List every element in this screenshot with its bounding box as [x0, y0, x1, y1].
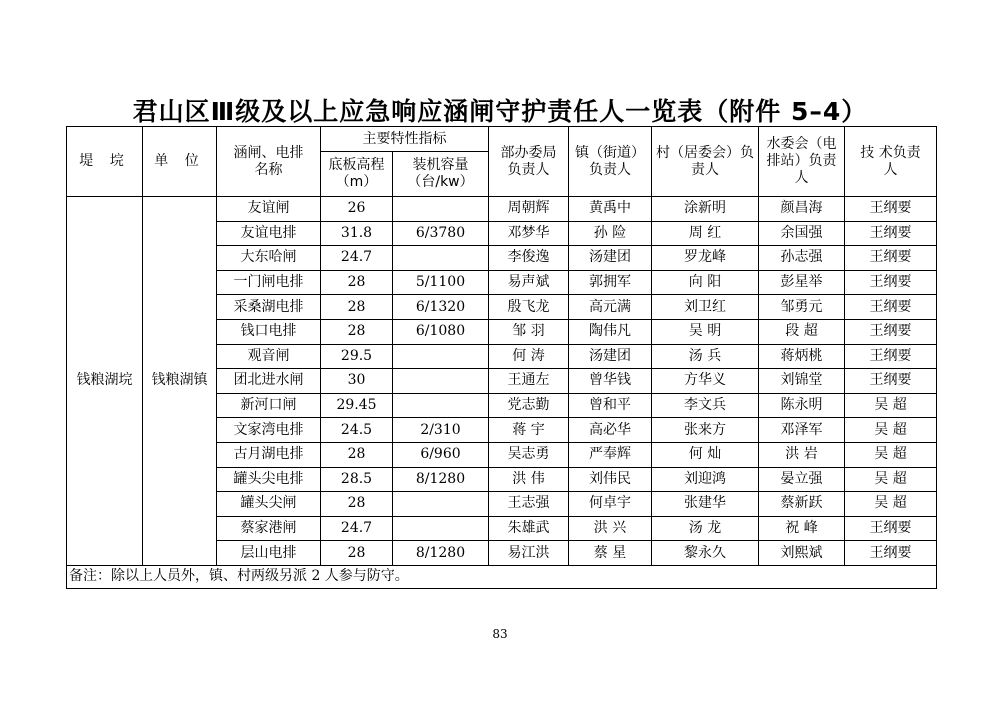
- note-row: [67, 565, 937, 588]
- cell-village-head: 黎永久: [652, 541, 759, 566]
- cell-floor-elevation: 28: [321, 442, 393, 467]
- cell-floor-elevation: 28: [321, 541, 393, 566]
- cell-floor-elevation: 28: [321, 492, 393, 517]
- cell-technical-head: 吴 超: [845, 393, 937, 418]
- cell-sluice-name: 新河口闸: [217, 393, 321, 418]
- cell-technical-head: 吴 超: [845, 492, 937, 517]
- header-floor-elevation: 底板高程（m）: [321, 152, 393, 197]
- cell-department-head: 邓梦华: [489, 221, 569, 246]
- cell-installed-capacity: 8/1280: [393, 541, 489, 566]
- cell-technical-head: 王纲要: [845, 221, 937, 246]
- cell-technical-head: 吴 超: [845, 418, 937, 443]
- cell-floor-elevation: 30: [321, 369, 393, 394]
- cell-technical-head: 王纲要: [845, 197, 937, 222]
- cell-technical-head: 王纲要: [845, 270, 937, 295]
- header-technical-head: 技 术负责人: [845, 127, 937, 197]
- cell-village-head: 向 阳: [652, 270, 759, 295]
- cell-technical-head: 王纲要: [845, 246, 937, 271]
- cell-installed-capacity: [393, 516, 489, 541]
- cell-village-head: 刘迎鸿: [652, 467, 759, 492]
- cell-water-committee-head: 彭星举: [759, 270, 845, 295]
- header-unit: 单 位: [143, 127, 217, 197]
- cell-department-head: 王通左: [489, 369, 569, 394]
- cell-village-head: 张来方: [652, 418, 759, 443]
- cell-floor-elevation: 24.5: [321, 418, 393, 443]
- cell-installed-capacity: 6/3780: [393, 221, 489, 246]
- cell-town-head: 蔡 星: [569, 541, 652, 566]
- cell-water-committee-head: 蒋炳桃: [759, 344, 845, 369]
- cell-department-head: 蒋 宇: [489, 418, 569, 443]
- cell-technical-head: 王纲要: [845, 344, 937, 369]
- cell-technical-head: 王纲要: [845, 541, 937, 566]
- cell-department-head: 吴志勇: [489, 442, 569, 467]
- cell-installed-capacity: 2/310: [393, 418, 489, 443]
- cell-installed-capacity: [393, 492, 489, 517]
- cell-water-committee-head: 洪 岩: [759, 442, 845, 467]
- cell-technical-head: 王纲要: [845, 295, 937, 320]
- cell-village-head: 李文兵: [652, 393, 759, 418]
- cell-village-head: 罗龙峰: [652, 246, 759, 271]
- cell-sluice-name: 团北进水闸: [217, 369, 321, 394]
- cell-sluice-name: 观音闸: [217, 344, 321, 369]
- table-row: [67, 197, 937, 222]
- cell-installed-capacity: [393, 393, 489, 418]
- cell-town-head: 曾华钱: [569, 369, 652, 394]
- cell-town-head: 高元满: [569, 295, 652, 320]
- cell-sluice-name: 罐头尖电排: [217, 467, 321, 492]
- header-town-head: 镇（街道）负责人: [569, 127, 652, 197]
- cell-town-head: 孙 险: [569, 221, 652, 246]
- cell-town-head: 何卓宇: [569, 492, 652, 517]
- cell-technical-head: 王纲要: [845, 319, 937, 344]
- cell-village-head: 刘卫红: [652, 295, 759, 320]
- header-sluice-name: 涵闸、电排名称: [217, 127, 321, 197]
- cell-town-head: 刘伟民: [569, 467, 652, 492]
- header-embankment: 堤 垸: [67, 127, 143, 197]
- cell-town-head: 曾和平: [569, 393, 652, 418]
- cell-water-committee-head: 刘锦堂: [759, 369, 845, 394]
- cell-sluice-name: 友谊闸: [217, 197, 321, 222]
- cell-floor-elevation: 26: [321, 197, 393, 222]
- cell-department-head: 周朝辉: [489, 197, 569, 222]
- cell-water-committee-head: 邓泽军: [759, 418, 845, 443]
- cell-installed-capacity: [393, 369, 489, 394]
- cell-sluice-name: 钱口电排: [217, 319, 321, 344]
- cell-water-committee-head: 邹勇元: [759, 295, 845, 320]
- responsibility-table: [66, 126, 937, 589]
- cell-floor-elevation: 28: [321, 295, 393, 320]
- cell-embankment: 钱粮湖垸: [67, 197, 143, 566]
- cell-village-head: 汤 兵: [652, 344, 759, 369]
- cell-technical-head: 吴 超: [845, 467, 937, 492]
- cell-sluice-name: 文家湾电排: [217, 418, 321, 443]
- cell-town-head: 洪 兴: [569, 516, 652, 541]
- header-department-head: 部办委局负责人: [489, 127, 569, 197]
- cell-sluice-name: 采桑湖电排: [217, 295, 321, 320]
- cell-water-committee-head: 祝 峰: [759, 516, 845, 541]
- cell-department-head: 王志强: [489, 492, 569, 517]
- cell-technical-head: 王纲要: [845, 516, 937, 541]
- cell-floor-elevation: 28: [321, 270, 393, 295]
- cell-water-committee-head: 段 超: [759, 319, 845, 344]
- cell-floor-elevation: 29.45: [321, 393, 393, 418]
- cell-water-committee-head: 余国强: [759, 221, 845, 246]
- header-village-head: 村（居委会）负责人: [652, 127, 759, 197]
- cell-installed-capacity: [393, 246, 489, 271]
- cell-town-head: 严奉辉: [569, 442, 652, 467]
- page-number: 83: [492, 627, 508, 641]
- cell-village-head: 何 灿: [652, 442, 759, 467]
- cell-village-head: 吴 明: [652, 319, 759, 344]
- page-title: 君山区Ⅲ级及以上应急响应涵闸守护责任人一览表（附件 5–4）: [132, 97, 868, 126]
- cell-installed-capacity: 5/1100: [393, 270, 489, 295]
- cell-village-head: 张建华: [652, 492, 759, 517]
- cell-department-head: 何 涛: [489, 344, 569, 369]
- cell-installed-capacity: 6/960: [393, 442, 489, 467]
- cell-sluice-name: 层山电排: [217, 541, 321, 566]
- cell-floor-elevation: 29.5: [321, 344, 393, 369]
- cell-sluice-name: 大东哈闸: [217, 246, 321, 271]
- cell-sluice-name: 古月湖电排: [217, 442, 321, 467]
- cell-department-head: 党志勤: [489, 393, 569, 418]
- cell-village-head: 方华义: [652, 369, 759, 394]
- cell-sluice-name: 友谊电排: [217, 221, 321, 246]
- cell-department-head: 易声斌: [489, 270, 569, 295]
- note-text: 备注：除以上人员外，镇、村两级另派 2 人参与防守。: [67, 565, 937, 588]
- cell-sluice-name: 蔡家港闸: [217, 516, 321, 541]
- cell-department-head: 朱雄武: [489, 516, 569, 541]
- cell-town-head: 郭拥军: [569, 270, 652, 295]
- cell-village-head: 涂新明: [652, 197, 759, 222]
- cell-water-committee-head: 陈永明: [759, 393, 845, 418]
- cell-town-head: 汤建团: [569, 344, 652, 369]
- cell-water-committee-head: 刘熙斌: [759, 541, 845, 566]
- cell-department-head: 李俊逸: [489, 246, 569, 271]
- cell-town-head: 汤建团: [569, 246, 652, 271]
- cell-water-committee-head: 蔡新跃: [759, 492, 845, 517]
- cell-department-head: 邹 羽: [489, 319, 569, 344]
- cell-installed-capacity: 6/1080: [393, 319, 489, 344]
- cell-village-head: 周 红: [652, 221, 759, 246]
- header-installed-capacity: 装机容量（台/kw）: [393, 152, 489, 197]
- cell-floor-elevation: 28.5: [321, 467, 393, 492]
- cell-water-committee-head: 孙志强: [759, 246, 845, 271]
- cell-installed-capacity: 6/1320: [393, 295, 489, 320]
- cell-water-committee-head: 颜昌海: [759, 197, 845, 222]
- cell-installed-capacity: 8/1280: [393, 467, 489, 492]
- cell-town-head: 陶伟凡: [569, 319, 652, 344]
- cell-sluice-name: 一门闸电排: [217, 270, 321, 295]
- cell-department-head: 殷飞龙: [489, 295, 569, 320]
- cell-sluice-name: 罐头尖闸: [217, 492, 321, 517]
- cell-water-committee-head: 晏立强: [759, 467, 845, 492]
- cell-town-head: 黄禹中: [569, 197, 652, 222]
- cell-installed-capacity: [393, 344, 489, 369]
- cell-technical-head: 吴 超: [845, 442, 937, 467]
- cell-village-head: 汤 龙: [652, 516, 759, 541]
- cell-floor-elevation: 24.7: [321, 246, 393, 271]
- cell-technical-head: 王纲要: [845, 369, 937, 394]
- cell-floor-elevation: 28: [321, 319, 393, 344]
- cell-department-head: 易江洪: [489, 541, 569, 566]
- header-water-committee-head: 水委会（电排站）负责人: [759, 127, 845, 197]
- cell-department-head: 洪 伟: [489, 467, 569, 492]
- cell-town-head: 高必华: [569, 418, 652, 443]
- header-main-specs: 主要特性指标: [321, 127, 489, 152]
- cell-unit: 钱粮湖镇: [143, 197, 217, 566]
- cell-floor-elevation: 24.7: [321, 516, 393, 541]
- cell-floor-elevation: 31.8: [321, 221, 393, 246]
- cell-installed-capacity: [393, 197, 489, 222]
